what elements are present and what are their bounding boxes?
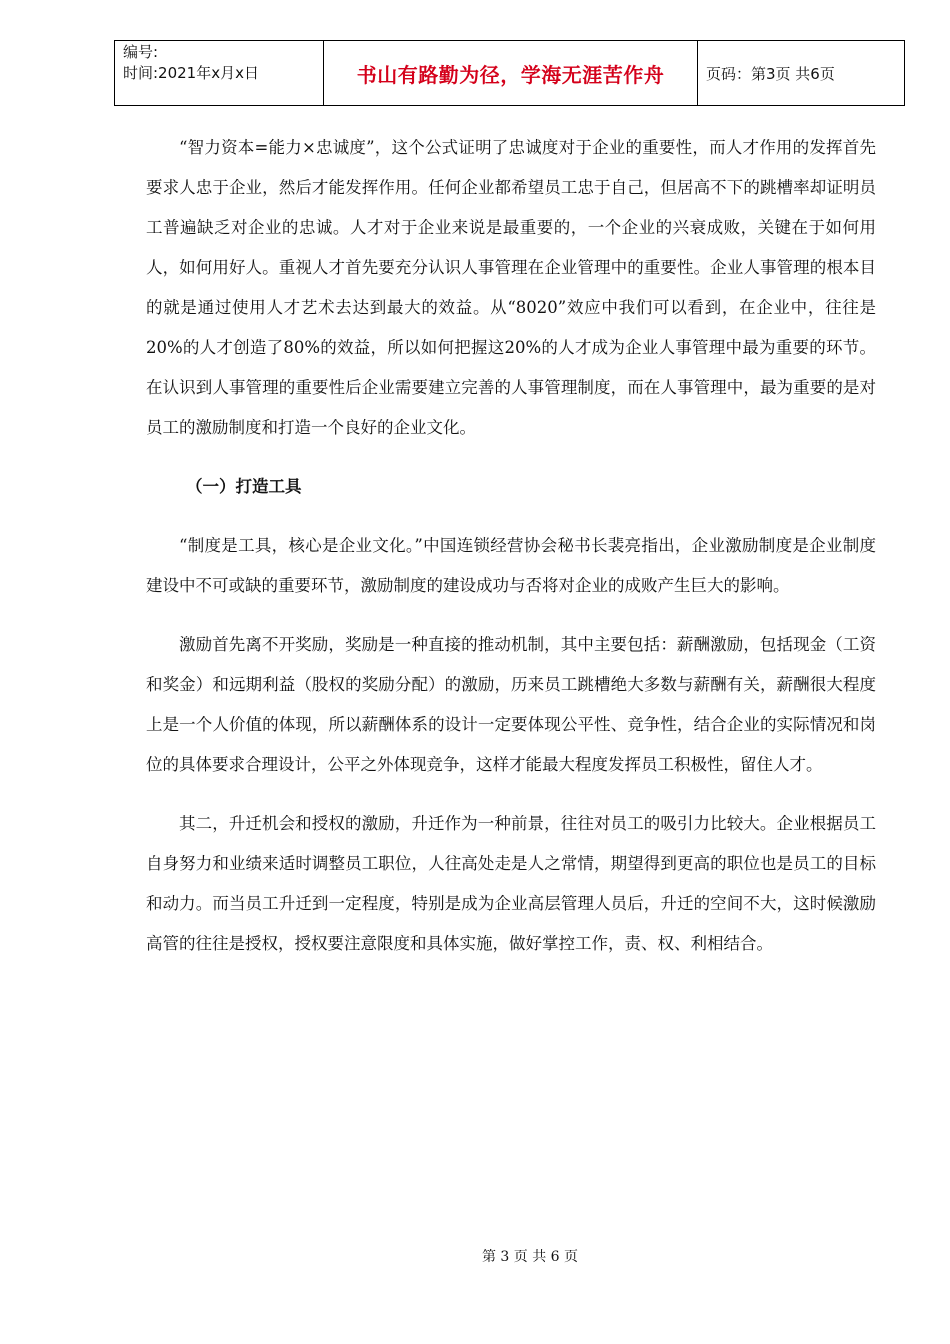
header-table [114,40,905,106]
header-meta [115,41,324,106]
body-paragraph-rewards: 激励首先离不开奖励，奖励是一种直接的推动机制，其中主要包括：薪酬激励，包括现金（工资和奖金）和远期利益（股权的奖励分配）的激励，历来员工跳槽绝大多数与薪酬有关，薪酬很大程度上是一个人价值的体现，所以薪酬体系的设计一定要体现公平性、竞争性，结合企业的实际情况和岗位的具体要求合理设计，公平之外体现竞争，这样才能最大程度发挥员工积极性，留住人才。 [146,635,876,774]
header-page-info: 页码：第3页 共6页 [698,41,905,106]
page-footer: 第 3 页 共 6 页 [481,1249,579,1265]
document-time-label: 时间:2021年x月x日 [123,64,259,82]
body-paragraph-promotion: 其二，升迁机会和授权的激励，升迁作为一种前景，往往对员工的吸引力比较大。企业根据员工自身努力和业绩来适时调整员工职位，人往高处走是人之常情，期望得到更高的职位也是员工的目标和动力。而当员工升迁到一定程度，特别是成为企业高层管理人员后，升迁的空间不大，这时候激励高管的往往是授权，授权要注意限度和具体实施，做好掌控工作，责、权、利相结合。 [146,814,876,953]
body-paragraph-intro: “智力资本=能力×忠诚度”，这个公式证明了忠诚度对于企业的重要性，而人才作用的发挥首先要求人忠于企业，然后才能发挥作用。任何企业都希望员工忠于自己，但居高不下的跳槽率却证明员工普遍缺乏对企业的忠诚。人才对于企业来说是最重要的，一个企业的兴衰成败，关键在于如何用人，如何用好人。重视人才首先要充分认识人事管理在企业管理中的重要性。企业人事管理的根本目的就是通过使用人才艺术去达到最大的效益。从“8020”效应中我们可以看到，在企业中，往往是20%的人才创造了80%的效益，所以如何把握这20%的人才成为企业人事管理中最为重要的环节。在认识到人事管理的重要性后企业需要建立完善的人事管理制度，而在人事管理中，最为重要的是对员工的激励制度和打造一个良好的企业文化。 [146,138,876,437]
document-body [146,128,876,983]
body-paragraph-institution: “制度是工具，核心是企业文化。”中国连锁经营协会秘书长裴亮指出，企业激励制度是企业制度建设中不可或缺的重要环节，激励制度的建设成功与否将对企业的成败产生巨大的影响。 [146,536,876,595]
header-motto: 书山有路勤为径，学海无涯苦作舟 [324,41,698,106]
document-number-label: 编号: [123,43,159,61]
section-heading: （一）打造工具 [186,477,302,496]
